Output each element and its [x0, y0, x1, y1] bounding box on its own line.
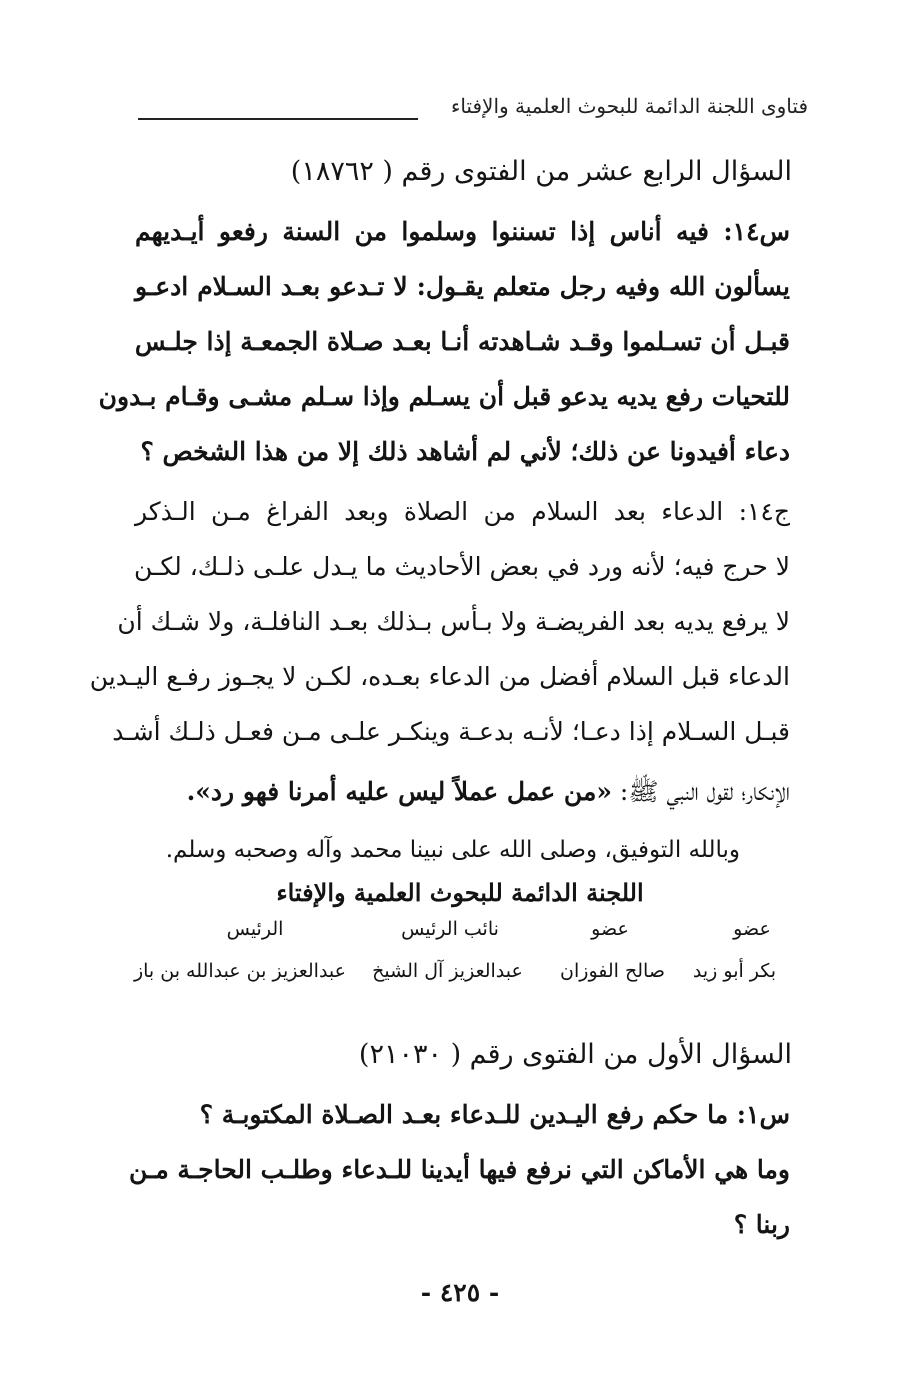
question-line: قبـل أن تسـلموا وقـد شـاهدته أنـا بعـد صـلاة الجمعـة إذا جلـس — [134, 327, 790, 356]
answer-line: الدعاء قبل السلام أفضل من الدعاء بعـده، لكـن لا يجـوز رفـع اليـدين — [89, 662, 790, 691]
question-line: وما هي الأماكن التي نرفع فيها أيدينا للـدعاء وطلـب الحاجـة مـن — [128, 1155, 790, 1184]
committee-name: اللجنة الدائمة للبحوث العلمية والإفتاء — [276, 878, 644, 907]
answer-last-line — [187, 772, 790, 812]
answer-line: ج١٤: الدعاء بعد السلام من الصلاة وبعد الفراغ مـن الـذكر — [135, 497, 790, 526]
question-line: س١٤: فيه أناس إذا تسننوا وسلموا من السنة رفعو أيـديهم — [135, 217, 790, 246]
fatwa-reference: السؤال الرابع عشر من الفتوى رقم ( ١٨٧٦٢) — [290, 156, 792, 187]
question-line: دعاء أفيدونا عن ذلك؛ لأني لم أشاهد ذلك إلا من هذا الشخص ؟ — [140, 437, 790, 466]
signatory-name: عبدالعزيز بن عبدالله بن باز — [133, 960, 347, 982]
signatory-name: بكر أبو زيد — [692, 960, 777, 982]
running-header-title: فتاوى اللجنة الدائمة للبحوث العلمية والإفتاء — [450, 94, 808, 118]
signatory-role: عضو — [591, 918, 629, 940]
closing-prayer: وبالله التوفيق، وصلى الله على نبينا محمد وآله وصحبه وسلم. — [165, 837, 740, 863]
answer-line: لا يرفع يديه بعد الفريضـة ولا بـأس بـذلك بعـد النافلـة، ولا شـك أن — [117, 607, 790, 636]
signatory-name: صالح الفوزان — [560, 960, 665, 982]
answer-line: قبـل السـلام إذا دعـا؛ لأنـه بدعـة وينكـر علـى مـن فعـل ذلـك أشـد — [112, 717, 790, 746]
fatwa-reference: السؤال الأول من الفتوى رقم ( ٢١٠٣٠) — [358, 1039, 792, 1070]
question-line: س١: ما حكم رفع اليـدين للـدعاء بعـد الصـلاة المكتوبـة ؟ — [199, 1100, 790, 1129]
question-line: للتحيات رفع يديه يدعو قبل أن يسـلم وإذا سـلم مشـى وقـام بـدون — [98, 382, 790, 411]
answer-text: الإنكار؛ لقول النبي ﷺ: — [611, 777, 790, 806]
signatory-role: الرئيس — [226, 918, 284, 940]
answer-line: لا حرج فيه؛ لأنه ورد في بعض الأحاديث ما يـدل علـى ذلـك، لكـن — [133, 552, 790, 581]
question-line: يسألون الله وفيه رجل متعلم يقـول: لا تـدعو بعـد السـلام ادعـو — [135, 272, 790, 301]
hadith-quote: «من عمل عملاً ليس عليه أمرنا فهو رد». — [186, 777, 612, 806]
header-rule — [138, 118, 418, 120]
signatory-role: عضو — [733, 918, 771, 940]
page-number: - ٤٢٥ - — [420, 1278, 500, 1307]
question-line: ربنا ؟ — [733, 1210, 790, 1239]
signatory-role: نائب الرئيس — [401, 918, 499, 940]
signatory-name: عبدالعزيز آل الشيخ — [372, 960, 523, 982]
